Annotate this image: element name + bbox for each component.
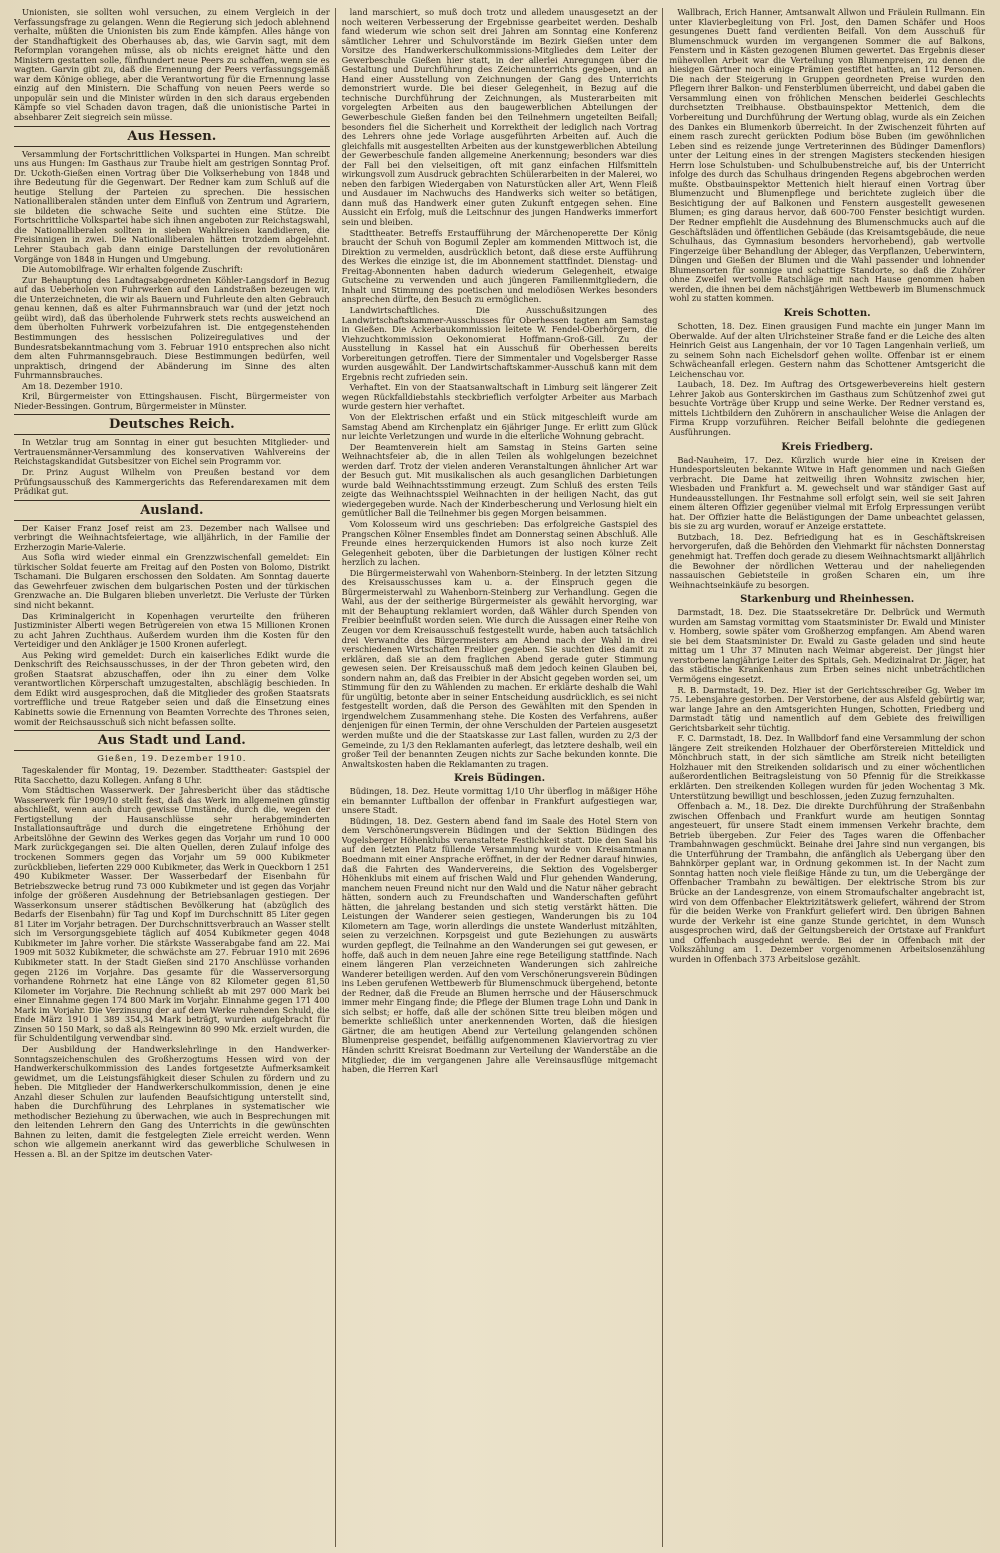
column-2 [342,8,664,1547]
article-buedingen-ballon: Büdingen, 18. Dez. Heute vormittag 1/10 Uhr überflog in mäßiger Höhe ein bemannter Luftballon der offenbar in Frankfurt aufgestiegen war, unsere Stadt. [341,786,658,816]
article-signatures: Kril, Bürgermeister von Ettingshausen. Fischt, Bürgermeister von Nieder-Bessingen. Gontrum, Bürgermeister in Münster. [14,391,330,411]
article-buedingen-verein: Büdingen, 18. Dez. Gestern abend fand im Saale des Hotel Stern von dem Verschönerungsverein Büdingen und der Sektion Büdingen des Vogelsberger Höhenklubs veranstaltete Festlichkeit statt. Die den Saal bis auf den letzten Platz füllende Versammlung wurde von Kreisamtmann Boedmann mit einer Ansprache eröffnet, in der der Redner darauf hinwies, daß die Fahrten des Wandervereins, die Sektion des Vogelsberger Höhenklubs mit einem auf frischen Wald und Flur gehenden Wanderung, manchem neuen Freund nicht nur den Wald und die Natur näher gebracht hätten, sondern auch zu Freundschaften und Wanderschaften geführt hätten, die jahrelang bestanden und sich stetig verstärkt hätten. Die Leistungen der Wanderer seien gestiegen, Wanderungen bis zu 104 Kilometern am Tage, worin allerdings die unstete Wanderlust mitzählten, seien zu verzeichnen. Korpsgeist und gute Beziehungen zu auswärts wurden gepflegt, die Teilnahme an den Wanderungen sei gut gewesen, er hoffe, daß auch in dem neuen Jahre eine rege Beteiligung stattfinde. Nach einem längeren Plan verzeichneten Wanderungen sich zahlreiche Wanderer beteiligen werden. Auf den vom Verschönerungsverein Büdingen ins Leben gerufenen Wettbewerb für Blumenschmuck übergehend, betonte der Redner, daß die Freude an Blumen herrsche und der Häuserschmuck immer mehr Eingang finde; die Pflege der Blumen trage Lohn und Dank in sich selbst; er hoffe, daß alle der schönen Sitte treu bleiben mögen und bemerkte schließlich unter anerkennenden Worten, daß die hiesigen Gärtner, die am heutigen Abend zur Verteilung gelangenden schönen Blumenpreise gespendet, beifällig aufgenommenen Klaviervortrag zu vier Händen schritt Kreisrat Boedmann zur Verteilung der Wanderstäbe an die Mitglieder, die im vergangenen Jahre alle Vereinsausflüge mitgemacht haben, die Herren Karl [341,815,658,1075]
article-landwirtschaftliches: Landwirtschaftliches. Die Ausschußsitzungen des Landwirtschaftskammer-Ausschusses für Oberhessen tagten am Samstag in Gießen. Die Ackerbaukommission leitete W. Fendel-Oberhörgern, die Viehzuchtkommission Oekonomierat Hoffmann-Groß-Gill. Zu der Ausstellung in Kassel hat ein Ausschuß für Oberhessen bereits Vorbereitungen getroffen. Tiere der Simmentaler und Vogelsberger Rasse wurden ausgewählt. Der Landwirtschaftskammer-Ausschuß kann mit dem Ergebnis recht zufrieden sein. [341,304,658,382]
article-darmstadt-3: F. C. Darmstadt, 18. Dez. In Wallbdorf fand eine Versammlung der schon längere Zeit streikenden Holzhauer der Oberförstereien Mitteldick und Mönchbruch statt, in der sich sämtliche am Streik nicht beteiligten Holzhauer mit den Streikenden solidarisch und zu einer wöchentlichen außerordentlichen Beitragsleistung von 50 Pfennig für die Streikkasse erklärten. Den streikenden Kollegen wurden für jeden Wochentag 3 Mk. Unterstützung bewilligt und beschlossen, jeden Zuzug fernzuhalten. [669,733,986,801]
subheading-kreis-schotten: Kreis Schotten. [783,307,871,319]
article-offenbach: Offenbach a. M., 18. Dez. Die direkte Durchführung der Straßenbahn zwischen Offenbach und Frankfurt wurde am heutigen Sonntag angesteuert, für unsere Stadt einem immensen Verkehr brachte, dem Betrieb übergeben. Zur Feier des Tages waren die Offenbacher Trambahnwagen geschmückt. Beinahe drei Jahre sind nun vergangen, bis die Unterführung der Trambahn, die anfänglich als Uebergang über den Bahnkörper geplant war, in Ordnung gekommen ist. In der Nacht zum Sonntag hatten noch viele fleißige Hände zu tun, um die Uebergänge der Offenbacher Trambahn zu bewältigen. Der elektrische Strom bis zur Brücke an der Landesgrenze, von einem Stromaufschalter angebracht ist, wird von dem Offenbacher Elektrizitätswerk geliefert, während der Strom für die beiden Werke von Frankfurt geliefert wird. Den übrigen Bahnen wurde der Verkehr ist eine ganze Stunde gerichtet, in dem Wunsch ausgesprochen wird, daß der Geltungsbereich der Ortstaxe auf Frankfurt und Offenbach ausgedehnt werde. Bei der in Offenbach mit der Volkszählung am 1. Dezember vorgenommenen Arbeitslosenzählung wurden in Offenbach 373 Arbeitslose gezählt. [669,801,986,964]
article-darmstadt-1: Darmstadt, 18. Dez. Die Staatssekretäre Dr. Delbrück und Wermuth wurden am Samstag vormittag vom Staatsminister Dr. Ewald und Minister v. Homberg, sowie später vom Großherzog empfangen. Am Abend waren sie bei dem Staatsminister Dr. Ewald zu Gaste geladen und sind heute mittag um 1 Uhr 37 Minuten nach Weimar abgereist. Der jüngst hier verstorbene langjährige Leiter des Spitals, Geh. Medizinalrat Dr. Jäger, hat das städtische Krankenhaus zum Erben seines nicht unbeträchtlichen Vermögens eingesetzt. [669,607,986,684]
article-darmstadt-2: R. B. Darmstadt, 19. Dez. Hier ist der Gerichtsschreiber Gg. Weber im 75. Lebensjahre gestorben. Der Verstorbene, der aus Alsfeld gebürtig war, war lange Jahre an den Amtsgerichten Hungen, Schotten, Friedberg und Darmstadt tätig und namentlich auf dem Gebiete des freiwilligen Gerichtsbarkeit sehr tüchtig. [669,684,986,733]
subheading-starkenburg: Starkenburg und Rheinhessen. [740,594,915,606]
subheading-kreis-friedberg: Kreis Friedberg. [781,441,874,453]
article-zuschrift: Zur Behauptung des Landtagsabgeordneten Köhler-Langsdorf in Bezug auf das Ueberholen von Fuhrwerken auf den Landstraßen bezeugen wir, die Unterzeichneten, die wir als Bauern und Fuhrleute den alten Gebrauch genau kennen, daß es alter Fuhrmannsbrauch war (und der jetzt noch geübt wird), daß das überholende Fuhrwerk stets rechts ausweichend an dem überholten Fuhrwerk vorbeizufahren ist. Die entgegenstehenden Bestimmungen des hessischen Polizeiregulatives und der Bundesratsbekanntmachung vom 3. Februar 1910 entsprechen also nicht dem alten Fuhrmannsgebrauch. Diese Bestimmungen bedürfen, weil unpraktisch, dringend der Abänderung im Sinne des alten Fuhrmannsbrauches. [14,274,330,381]
article-wetzlar: In Wetzlar trug am Sonntag in einer gut besuchten Mitglieder- und Vertrauensmänner-Versammlung des konservativen Wahlvereins der Reichstagskandidat Gutsbesitzer von Eichel sein Programm vor. [14,437,330,467]
columns [14,8,990,1547]
section-heading-ausland: Ausland. [14,500,330,521]
article-versammlung-hungen: Versammlung der Fortschrittlichen Volkspartei in Hungen. Man schreibt uns aus Hungen: Im Gasthaus zur Traube hielt am gestrigen Sonntag Prof. Dr. Uckoth-Gießen einen Vortrag über Die Volkserhebung von 1848 und ihre Bedeutung für die Gegenwart. Der Redner kam zum Schluß auf die heutige Stellung der Parteien zu sprechen. Die hessischen Nationalliberalen ständen unter dem Einfluß von Zentrum und Agrariern, sie bildeten die schwache Seite und suchten eine Stütze. Die Fortschrittliche Volkspartei habe sich ihnen angeboten zur Reichstagswahl, die Nationalliberalen sollten in sieben Wahlkreisen kandidieren, die Freisinnigen in zwei. Die Nationalliberalen hätten trotzdem abgelehnt. Lehrer Staubach gab dann einige Darstellungen der revolutionären Vorgänge von 1848 in Hungen und Umgebung. [14,148,330,264]
article-peking: Aus Peking wird gemeldet: Durch ein kaiserliches Edikt wurde die Denkschrift des Reichsausschusses, in der der Thron gebeten wird, den großen Staatsrat abzuschaffen, oder ihn zu einer dem Volke verantwortlichen Körperschaft umzugestalten, abschlägig beschieden. In dem Edikt wird ausgesprochen, daß die Mitglieder des großen Staatsrats vortreffliche und treue Ratgeber seien und daß die Einsetzung eines Kabinetts sowie die Ernennung von Beamten Vorrechte des Thrones seien, womit der Reichsausschuß sich nicht befassen sollte. [14,649,330,727]
article-date: Am 18. Dezember 1910. [22,380,123,391]
section-heading-stadt-und-land: Aus Stadt und Land. [14,730,330,751]
article-verhaftet: Verhaftet. Ein von der Staatsanwaltschaft in Limburg seit längerer Zeit wegen Rückfalldiebstahls steckbrieflich verfolgter Arbeiter aus Marbach wurde gestern hier verhaftet. [341,382,658,412]
article-tageskalender: Tageskalender für Montag, 19. Dezember. Stadttheater: Gastspiel der Rita Sacchetto, dazu Kollegen. Anfang 8 Uhr. [14,765,330,785]
article-blumenschmuck: Wallbrach, Erich Hanner, Amtsanwalt Allwon und Fräulein Rullmann. Ein unter Klavierbegleitung von Frl. Jost, den Damen Schäfer und Hoos gesungenes Duett fand verdienten Beifall. Von dem Ausschuß für Blumenschmuck wurden im vergangenen Sommer die auf Balkons, Fenstern und in Kästen gezogenen Blumen gewertet. Das Ergebnis dieser mühevollen Arbeit war die Verteilung von Blumenpreisen, zu denen die hiesigen Gärtner noch einige Prämien gestiftet hatten, an 112 Personen. Die nach der Steigerung in Gruppen geordneten Preise wurden den Pflegern ihrer Balkon- und Fensterblumen überreicht, und dabei gaben die Versammlung einen von fröhlichen Menschen beiderlei Geschlechts durchsetzten Treibhause. Obstbauinspektor Mettenich, dem die Vorbereitung und Durchführung der Wertung oblag, wurde als ein Zeichen des Dankes ein Blumenkorb überreicht. In der Zwischenzeit führten auf einem rasch zurecht gerückten Podium böse Buben (im gewöhnlichen Leben sind es reizende junge Vertreterinnen des Büdinger Damenflors) unter der Leitung eines in der strengen Magisters steckenden hiesigen Herrn lose Schulstuben- und Schulbubenstreiche auf, bis der Unterricht infolge des durch das Schulhaus dringenden Regens abgebrochen werden mußte. Obstbauinspektor Mettenich hielt hierauf einen Vortrag über Blumenzucht und Blumenpflege und berichtete zugleich über die Besichtigung der auf Balkonen und Fenstern ausgestellt gewesenen Blumen; es ging daraus hervor, daß 600-700 Fenster besichtigt wurden. Der Redner empfiehlt die Ausdehnung des Blumenschmucks auch auf die Geschäftsläden und öffentlichen Gebäude (das Kreisamtsgebäude, die neue Schulhaus, das Gymnasium besonders hervorhebend), gab wertvolle Fingerzeige über Behandlung der Ableger, das Verpflanzen, Ueberwintern, Düngen und Gießen der Blumen und die Wahl passender und lohnender Blumensorten für sonnige und schattige Standorte, so daß die Zuhörer ohne Zweifel wertvolle Ratschläge mit nach Hause genommen haben werden, die ihnen bei dem nächstjährigen Wettbewerb im Blumenschmuck wohl zu statten kommen. [669,8,986,304]
article-handwerkslehrlinge: Der Ausbildung der Handwerkslehrlinge in den Handwerker-Sonntagszeichenschulen des Großherzogtums Hessen wird von der Handwerkerschulkommission des Landes fortgesetzte Aufmerksamkeit gewidmet, um die Leistungsfähigkeit dieser Schulen zu fördern und zu heben. Die Mitglieder der Handwerkerschulkommission, denen je eine Anzahl dieser Schulen zur laufenden Beaufsichtigung unterstellt sind, haben die Durchführung des Lehrplanes in systematischer wie methodischer Beziehung zu überwachen, wie auch in Besprechungen mit den leitenden Lehrern den Gang des Unterrichts in die gewünschten Bahnen zu leiten, damit die festgelegten Ziele erreicht werden. Wenn schon wie allgemein anerkannt wird das gewerbliche Schulwesen in Hessen a. Bl. an der Spitze im deutschen Vater- [14,1043,330,1159]
article-sofia: Aus Sofia wird wieder einmal ein Grenzzwischenfall gemeldet: Ein türkischer Soldat feuerte am Freitag auf den Posten von Bolomo, Distrikt Tschamani. Die Bulgaren erschossen den Soldaten. Am Sonntag dauerte das Gewehrfeuer zwischen dem bulgarischen Posten und der türkischen Grenzwache an. Die Bulgaren blieben unverletzt. Die Verluste der Türken sind nicht bekannt. [14,552,330,610]
section-heading-aus-hessen: Aus Hessen. [14,126,330,147]
article-kaiser: Der Kaiser Franz Josef reist am 23. Dezember nach Wallsee und verbringt die Weihnachtsfeiertage, wie alljährlich, in der Familie der Erzherzogin Marie-Valerie. [14,522,330,552]
subheading-kreis-buedingen: Kreis Büdingen. [453,773,546,785]
article-gewerbeschule: land marschiert, so muß doch trotz und alledem unausgesetzt an der noch weiteren Verbesserung der Ergebnisse gearbeitet werden. Deshalb fand wiederum wie schon seit drei Jahren am Sonntag eine Konferenz sämtlicher Lehrer und Schulvorstände im Bezirk Gießen unter dem Vorsitze des Handwerkerschulkommissions-Mitgliedes dem Leiter der Gewerbeschule Gießen hier statt, in der allerlei Anregungen über die Gestaltung und Durchführung des Zeichenunterrichts gegeben, und an Hand einer Ausstellung von Zeichnungen der Gang des Unterrichts demonstriert wurde. Die bei dieser Gelegenheit, in Bezug auf die technische Durchführung der Zeichnungen, als Musterarbeiten mit vorgelegten Arbeiten aus den baugewerblichen Abteilungen der Gewerbeschule Gießen fanden bei den Teilnehmern ungeteilten Beifall; besonders fiel die Sicherheit und Korrektheit der lediglich nach Vortrag des Lehrers ohne jede Vorlage ausgeführten Arbeiten auf. Auch die gleichfalls mit ausgestellten Arbeiten aus der kunstgewerblichen Abteilung der Gewerbeschule fanden allgemeine Anerkennung; besonders war dies der Fall bei den vielseitigen, oft mit ganz einfachen Hilfsmitteln wirkungsvoll zum Ausdruck gebrachten Schülerarbeiten in der Malerei, wo neben den farbigen Wiedergaben von Naturstücken aller Art, Wenn Fleiß und Ausdauer im Nachwuchs des Handwerks sich weiter so betätigen, dann muß das Handwerk einer guten Zukunft entgegen sehen. Eine Aussicht ein Erfolg, muß die Leitschnur des jungen Handwerks immerfort sein und bleiben. [341,8,658,228]
article-wasserwerk: Vom Städtischen Wasserwerk. Der Jahresbericht über das städtische Wasserwerk für 1909/10 stellt fest, daß das Werk im allgemeinen günstig abschließt, wenn auch durch gewisse Umstände, durch die, wegen der Fertigstellung der Hausanschlüsse sehr herabgeminderten Installationsaufträge und durch die eingetretene Erhöhung der Arbeitslöhne der Gewinn des Werkes gegen das Vorjahr um rund 10 000 Mark zurückgegangen sei. Die alten Quellen, deren Zulauf infolge des trockenen Sommers gegen das Vorjahr um 59 000 Kubikmeter zurückblieben, lieferten 229 000 Kubikmeter, das Werk in Queckborn 1 251 490 Kubikmeter Wasser. Der Wasserbedarf der Eisenbahn für Betriebszwecke betrug rund 73 000 Kubikmeter und ist gegen das Vorjahr infolge der größeren Ausdehnung der Betriebsanlagen gestiegen. Der Wasserkonsum unserer städtischen Bevölkerung hat (abzüglich des Bedarfs der Eisenbahn) für Tag und Kopf im Durchschnitt 85 Liter gegen 81 Liter im Vorjahr betragen. Der Durchschnittsverbrauch an Wasser stellt sich im Versorgungsgebiete täglich auf 4054 Kubikmeter gegen 4048 Kubikmeter im Jahre vorher. Die stärkste Wasserabgabe fand am 22. Mai 1909 mit 5032 Kubikmeter, die schwächste am 27. Februar 1910 mit 2696 Kubikmeter statt. In der Stadt Gießen sind 2170 Anschlüsse vorhanden gegen 2126 im Vorjahre. Das gesamte für die Wasserversorgung vorhandene Rohrnetz hat eine Länge von 82 Kilometer gegen 81,50 Kilometer im Vorjahre. Die Rechnung schließt ab mit 297 000 Mark bei einer Einnahme gegen 174 800 Mark im Vorjahr. Einnahme gegen 171 400 Mark im Vorjahr. Die Verzinsung der auf dem Werke ruhenden Schuld, die Ende März 1910 1 389 354,34 Mark beträgt, wurden aufgebracht für Zinsen 50 150 Mark, so daß als Reingewinn 80 990 Mk. erzielt wurden, die für Schuldentilgung verwendbar sind. [14,785,330,1044]
article-bad-nauheim: Bad-Nauheim, 17. Dez. Kürzlich wurde hier eine in Kreisen der Hundesportsleuten bekannte Witwe in Haft genommen und nach Gießen verbracht. Die Dame hat zeitweilig ihren Wohnsitz zwischen hier, Wiesbaden und Frankfurt a. M. gewechselt und war ständiger Gast auf Hundeausstellungen. Ihr Festnahme soll erfolgt sein, weil sie seit Jahren einem älteren Offizier gegenüber vielmal mit Erfolg Erpressungen verübt hat. Der Offizier hatte die Belästigungen der Dame unbeachtet gelassen, bis sie zu arg wurden, worauf er Anzeige erstattete. [669,454,986,532]
article-unionisten: Unionisten, sie sollten wohl versuchen, zu einem Vergleich in der Verfassungsfrage zu gelangen. Wenn die Regierung sich jedoch ablehnend verhalte, müßten die Unionisten bis zum Ende kämpfen. Alles hänge von der Standhaftigkeit des Oberhauses ab, das, wie Garvin sagt, mit dem Reformplan vorangehen müsse, als ob nichts ereignet hätte und den Ministern gestatten solle, fünfhundert neue Peers zu schaffen, wenn sie es wagten. Garvin gibt zu, daß die Ernennung der Peers verfassungsgemäß war dem Könige obliege, aber die Verantwortung für die Ernennung lasse einzig auf den Ministern. Die Schaffung von neuen Peers werde so unpopulär sein und die Minister würden in den sich daraus ergebenden Kämpfe so viel Schaden davon tragen, daß die unionistische Partei in absehbarer Zeit siegreich sein müsse. [14,8,330,123]
article-butzbach: Butzbach, 18. Dez. Befriedigung hat es in Geschäftskreisen hervorgerufen, daß die Behörden den Viehmarkt für nächsten Donnerstag genehmigt hat. Treffen doch gerade zu diesem Weihnachtsmarkt alljährlich die Bewohner der nördlichen Wetterau und der naheliegenden nassauischen Gebietsteile in großen Scharen ein, um ihre Weihnachtseinkäufe zu besorgen. [669,531,986,590]
article-automobilfrage: Die Automobilfrage. Wir erhalten folgende Zuschrift: [22,264,243,275]
dateline: Gießen, 19. Dezember 1910. [97,754,247,765]
article-schotten: Schotten, 18. Dez. Einen grausigen Fund machte ein junger Mann im Oberwalde. Auf der alten Ulrichsteiner Straße fand er die Leiche des alten Heinrich Geist aus Langenhain, der vor 10 Tagen Langenhain verließ, um zu seinem Sohn nach Eichelsdorf gehen wollte. Offenbar ist er einem Schwächeanfall erlegen. Gestern nahm das Schottener Amtsgericht die Leichenschau vor. [669,320,986,379]
column-3 [669,8,990,1547]
article-buergermeisterwahl: Die Bürgermeisterwahl von Wahenborn-Steinberg. In der letzten Sitzung des Kreisausschusses kam u. a. der Einspruch gegen die Bürgermeisterwahl zu Wahenborn-Steinberg zur Verhandlung. Gegen die Wahl, aus der der seitherige Bürgermeister als gewählt hervorging, war mit der Behauptung reklamiert worden, daß Wähler durch Spenden von Freibier beeinflußt worden seien. Wie durch die Aussagen einer Reihe von Zeugen vor dem Kreisausschuß festgestellt wurde, haben auch tatsächlich drei Verwandte des Bürgermeisters am Abend nach der Wahl in drei verschiedenen Wirtschaften Freibier gegeben. Sie suchten dies damit zu erklären, daß sie an dem fraglichen Abend gerade guter Stimmung gewesen seien. Der Kreisausschuß maß dem jedoch keinen Glauben bei, sondern nahm an, daß das Freibier in der Absicht gegeben worden sei, um Stimmung für den zu Wählenden zu machen. Er erklärte deshalb die Wahl für ungültig, betonte aber in seiner Entscheidung ausdrücklich, es sei nicht festgestellt worden, daß die Person des Gewählten mit den Spenden in irgendwelchem Zusammenhang stehe. Die Kosten des Verfahrens, außer denjenigen für einen Termin, der ohne Verschulden der Parteien ausgesetzt werden mußte und die der Staatskasse zur Last fallen, wurden zu 2/3 der Gemeinde, zu 1/3 den Reklamanten auferlegt, das letztere deshalb, weil ein großer Teil der benannten Zeugen nichts zur Sache bekunden konnte. Die Anwaltskosten haben die Reklamanten zu tragen. [341,567,658,769]
article-elektrische: Von der Elektrischen erfaßt und ein Stück mitgeschleift wurde am Samstag Abend am Kirchenplatz ein 6jähriger Junge. Er erlitt zum Glück nur leichte Verletzungen und wurde in die elterliche Wohnung gebracht. [341,411,658,442]
article-kopenhagen: Das Kriminalgericht in Kopenhagen verurteilte den früheren Justizminister Alberti wegen Betrügereien von etwa 15 Millionen Kronen zu acht Jahren Zuchthaus. Außerdem wurden ihm die Kosten für den Verteidiger und den Ankläger je 1500 Kronen auferlegt. [14,610,330,650]
article-laubach: Laubach, 18. Dez. Im Auftrag des Ortsgewerbevereins hielt gestern Lehrer Jakob aus Gonterskirchen im Gasthaus zum Schützenhof zwei gut besuchte Vorträge über Krupp und seine Werke. Der Redner verstand es, mittels Lichtbildern den Zuhörern in anschaulicher Weise die Anlagen der Firma Krupp vorzuführen. Reicher Beifall belohnte die gediegenen Ausführungen. [669,379,986,437]
section-heading-deutsches-reich: Deutsches Reich. [14,414,330,435]
article-kolosseum: Vom Kolosseum wird uns geschrieben: Das erfolgreiche Gastspiel des Prangschen Kölner Ensembles findet am Donnerstag seinen Abschluß. Alle Freunde eines herzerquickenden Humors ist also noch kurze Zeit Gelegenheit geboten, über die Darbietungen der lustigen Kölner recht herzlich zu lachen. [341,518,658,568]
column-1 [14,8,336,1547]
article-prinz-august: Dr. Prinz August Wilhelm von Preußen bestand vor dem Prüfungsausschuß des Kammergerichts das Referendarexamen mit dem Prädikat gut. [14,466,330,497]
article-stadttheater: Stadttheater. Betreffs Erstaufführung der Märchenoperette Der König braucht der Schuh von Bogumil Zepler am kommenden Mittwoch ist, die Direktion zu vermelden, ausdrücklich betont, daß diese erste Aufführung des Werkes die einzige ist, die im Abonnement stattfindet. Dienstag- und Freitag-Abonnenten haben dadurch wiederum Gelegenheit, etwaige Gutscheine zu verwenden und auch jüngeren Familienmitgliedern, die Inhalt und Stimmung des poetischen und melodiösen Werkes besonders ansprechen dürfte, den Besuch zu ermöglichen. [341,227,658,305]
article-beamtenverein: Der Beamtenverein hielt am Samstag in Steins Garten seine Weihnachtsfeier ab, die in allen Teilen als wohlgelungen bezeichnet werden darf. Trotz der vielen anderen Veranstaltungen ähnlicher Art war der Besuch gut. Mit musikalischen als auch gesanglichen Darbietungen wurde bald Weihnachtsstimmung erzeugt. Zum Schluß des ersten Teils zeigte das Weihnachtsspiel Weihnachten in der heiligen Nacht, das gut wiedergegeben wurde. Nach der Kinderbescherung und Verlosung hielt ein gemütlicher Ball die Teilnehmer bis gegen Morgen beisammen. [341,441,658,519]
